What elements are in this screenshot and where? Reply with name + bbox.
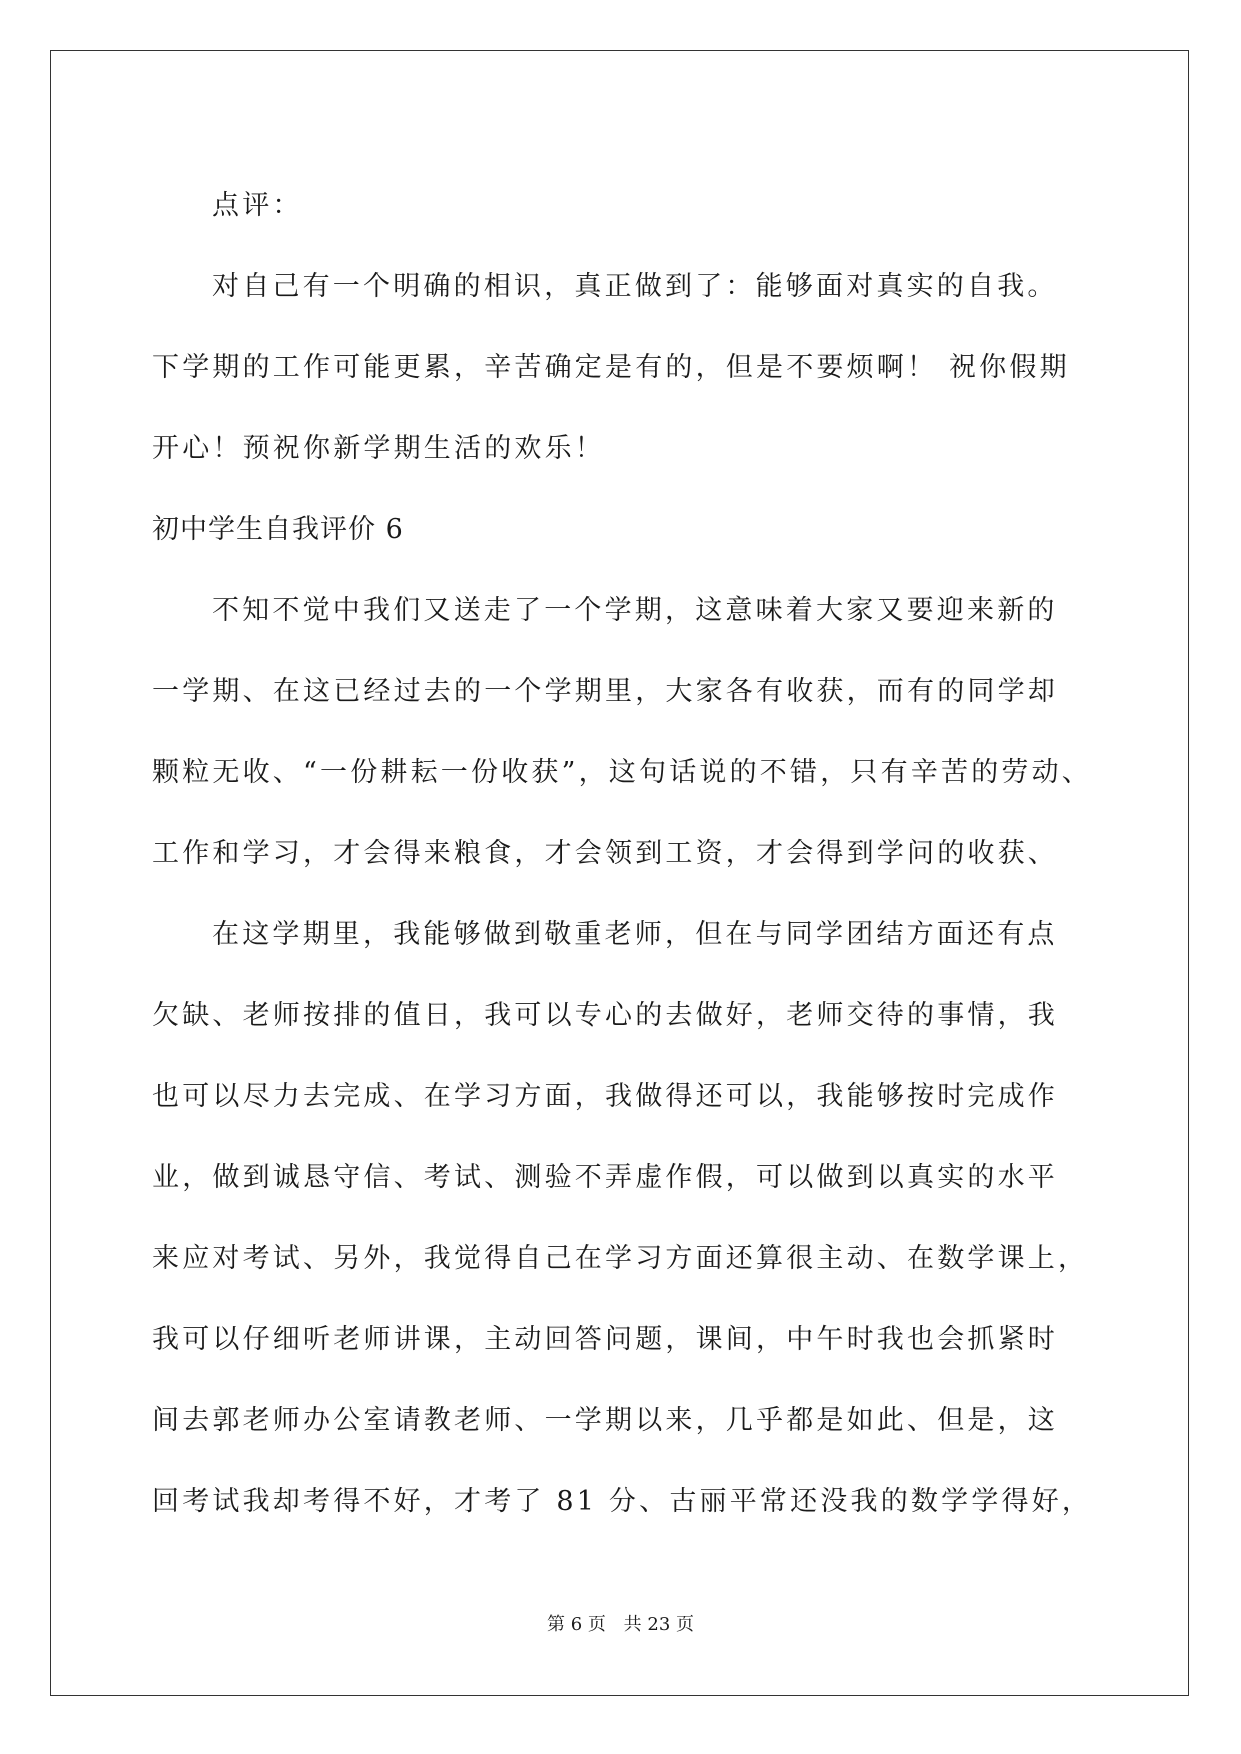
text-line: 颗粒无收、“一份耕耘一份收获”，这句话说的不错，只有辛苦的劳动、 xyxy=(152,757,1093,788)
text-line: 对自己有一个明确的相识，真正做到了：能够面对真实的自我。 xyxy=(212,271,1058,302)
page-footer xyxy=(0,1610,1241,1636)
paragraph-comment-label xyxy=(152,165,1092,246)
text-line: 回考试我却考得不好，才考了 81 分、古丽平常还没我的数学学得好， xyxy=(152,1486,1093,1517)
paragraph-comment xyxy=(152,246,1092,489)
text-line: 工作和学习，才会得来粮食，才会领到工资，才会得到学问的收获、 xyxy=(152,838,1058,869)
text-line: 来应对考试、另外，我觉得自己在学习方面还算很主动、在数学课上， xyxy=(152,1243,1089,1274)
document-body xyxy=(152,165,1092,1542)
text-line: 开心！预祝你新学期生活的欢乐！ xyxy=(152,433,605,464)
text-line: 一学期、在这已经过去的一个学期里，大家各有收获，而有的同学却 xyxy=(152,676,1058,707)
section-title: 初中学生自我评价 6 xyxy=(152,514,404,545)
text-line: 在这学期里，我能够做到敬重老师，但在与同学团结方面还有点 xyxy=(212,919,1058,950)
paragraph-body xyxy=(152,894,1092,1542)
text-line: 下学期的工作可能更累，辛苦确定是有的，但是不要烦啊！ 祝你假期 xyxy=(152,352,1070,383)
text-line: 业，做到诚恳守信、考试、测验不弄虚作假，可以做到以真实的水平 xyxy=(152,1162,1058,1193)
paragraph-intro xyxy=(152,570,1092,894)
page-number: 第 6 页 xyxy=(547,1614,606,1635)
text-line: 我可以仔细听老师讲课，主动回答问题，课间，中午时我也会抓紧时 xyxy=(152,1324,1058,1355)
text-line: 不知不觉中我们又送走了一个学期，这意味着大家又要迎来新的 xyxy=(212,595,1058,626)
page-total: 共 23 页 xyxy=(623,1614,694,1635)
text-line: 也可以尽力去完成、在学习方面，我做得还可以，我能够按时完成作 xyxy=(152,1081,1058,1112)
text-line: 点评： xyxy=(212,190,303,221)
text-line: 间去郭老师办公室请教老师、一学期以来，几乎都是如此、但是，这 xyxy=(152,1405,1058,1436)
text-line: 欠缺、老师按排的值日，我可以专心的去做好，老师交待的事情，我 xyxy=(152,1000,1058,1031)
